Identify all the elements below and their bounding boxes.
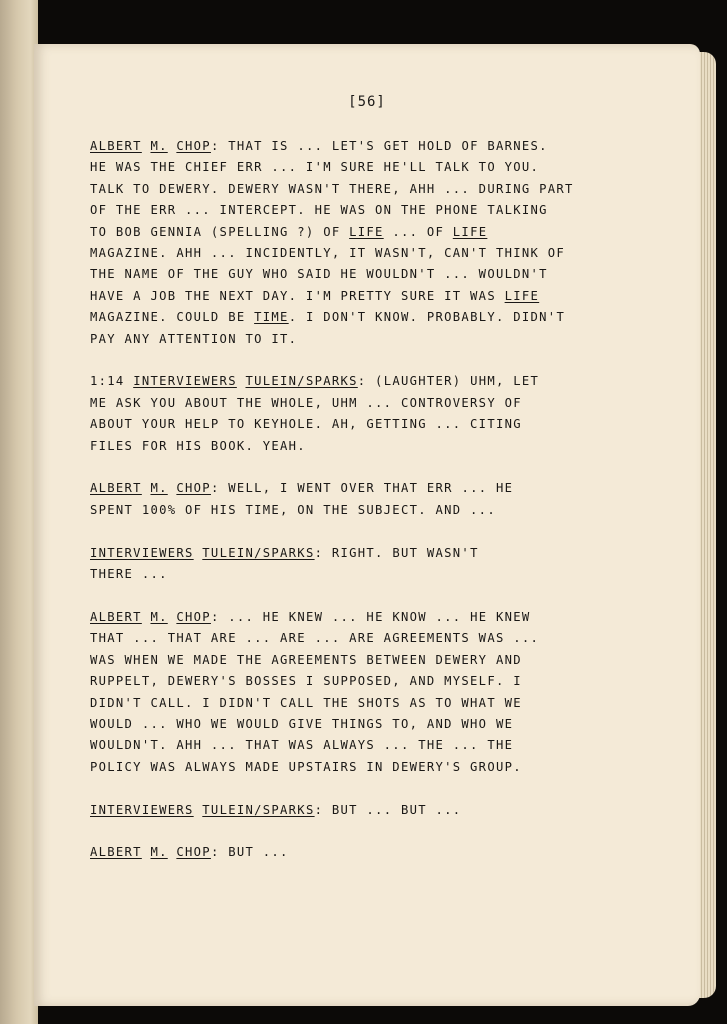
text-segment: : RIGHT. BUT WASN'T	[314, 545, 479, 560]
text-segment: OF THE ERR ... INTERCEPT. HE WAS ON THE PHONE TALKING	[90, 203, 548, 218]
underlined-text: M.	[150, 845, 168, 860]
text-line	[90, 500, 650, 521]
underlined-text: CHOP	[176, 139, 211, 153]
text-segment: POLICY WAS ALWAYS MADE UPSTAIRS IN DEWERY'S GROUP.	[90, 759, 522, 774]
text-line	[90, 735, 650, 756]
text-line	[90, 478, 650, 499]
underlined-text: ALBERT	[90, 481, 142, 496]
underlined-text: ALBERT	[90, 845, 142, 860]
transcript-paragraph	[90, 800, 650, 821]
text-segment: THAT ... THAT ARE ... ARE ... ARE AGREEMENTS WAS ...	[90, 631, 540, 646]
text-line	[90, 307, 650, 328]
text-segment: : BUT ...	[210, 845, 289, 860]
text-line	[90, 136, 650, 157]
underlined-text: TIME	[254, 310, 289, 325]
text-line	[90, 222, 650, 243]
transcript-paragraph	[90, 136, 650, 350]
transcript-paragraph	[90, 478, 650, 521]
text-segment: MAGAZINE. COULD BE	[90, 310, 255, 325]
text-line	[90, 714, 650, 735]
text-line	[90, 671, 650, 692]
text-segment: : THAT IS ... LET'S GET HOLD OF BARNES.	[210, 139, 548, 153]
text-segment: WOULD ... WHO WE WOULD GIVE THINGS TO, AND WHO WE	[90, 716, 514, 731]
text-line	[90, 842, 650, 863]
text-segment: : (LAUGHTER) UHM, LET	[357, 374, 540, 389]
text-line	[90, 693, 650, 714]
text-line	[90, 543, 650, 564]
text-segment: WOULDN'T. AHH ... THAT WAS ALWAYS ... THE ... THE	[90, 738, 514, 753]
underlined-text: INTERVIEWERS	[90, 802, 194, 817]
text-line	[90, 757, 650, 778]
transcript-paragraph	[90, 371, 650, 457]
text-line	[90, 414, 650, 435]
text-segment: RUPPELT, DEWERY'S BOSSES I SUPPOSED, AND MYSELF. I	[90, 674, 522, 689]
text-line	[90, 393, 650, 414]
transcript-body	[90, 136, 650, 885]
text-segment: WAS WHEN WE MADE THE AGREEMENTS BETWEEN DEWERY AND	[90, 652, 522, 667]
text-segment: DIDN'T CALL. I DIDN'T CALL THE SHOTS AS TO WHAT WE	[90, 695, 522, 710]
transcript-paragraph	[90, 543, 650, 586]
text-segment: ME ASK YOU ABOUT THE WHOLE, UHM ... CONTROVERSY OF	[90, 395, 522, 410]
text-segment: ABOUT YOUR HELP TO KEYHOLE. AH, GETTING ... CITING	[90, 417, 522, 432]
text-segment: HE WAS THE CHIEF ERR ... I'M SURE HE'LL TALK TO YOU.	[90, 160, 540, 175]
text-line	[90, 436, 650, 457]
text-segment: THERE ...	[90, 567, 168, 582]
text-line	[90, 371, 650, 392]
document-page	[34, 44, 700, 1006]
underlined-text: CHOP	[176, 845, 211, 860]
underlined-text: CHOP	[176, 481, 211, 496]
text-line	[90, 607, 650, 628]
page-number: [56]	[348, 94, 386, 110]
underlined-text: M.	[150, 139, 168, 153]
transcript-paragraph	[90, 607, 650, 778]
text-segment: TALK TO DEWERY. DEWERY WASN'T THERE, AHH ... DURING PART	[90, 181, 574, 196]
underlined-text: INTERVIEWERS	[90, 545, 194, 560]
underlined-text: INTERVIEWERS	[133, 374, 237, 389]
text-segment: TO BOB GENNIA (SPELLING ?) OF	[90, 224, 350, 239]
underlined-text: TULEIN/SPARKS	[202, 802, 315, 817]
text-segment: THE NAME OF THE GUY WHO SAID HE WOULDN'T ... WOULDN'T	[90, 267, 548, 282]
underlined-text: M.	[150, 609, 168, 624]
text-line	[90, 264, 650, 285]
text-segment: PAY ANY ATTENTION TO IT.	[90, 331, 298, 346]
underlined-text: CHOP	[176, 609, 211, 624]
text-line	[90, 650, 650, 671]
text-segment: : ... HE KNEW ... HE KNOW ... HE KNEW	[210, 609, 531, 624]
text-segment	[194, 546, 203, 560]
underlined-text: LIFE	[452, 224, 488, 239]
text-segment	[194, 803, 203, 817]
text-segment: : BUT ... BUT ...	[314, 802, 462, 817]
underlined-text: ALBERT	[90, 139, 142, 153]
underlined-text: M.	[150, 481, 168, 496]
underlined-text: LIFE	[504, 288, 540, 303]
text-segment: : WELL, I WENT OVER THAT ERR ... HE	[210, 481, 514, 496]
text-segment: 1:14	[90, 374, 134, 389]
text-segment: ... OF	[383, 224, 453, 239]
text-segment: SPENT 100% OF HIS TIME, ON THE SUBJECT. AND ...	[90, 502, 496, 517]
text-line	[90, 286, 650, 307]
text-line	[90, 564, 650, 585]
transcript-paragraph	[90, 842, 650, 863]
text-segment: MAGAZINE. AHH ... INCIDENTLY, IT WASN'T, CAN'T THINK OF	[90, 246, 566, 261]
text-segment: FILES FOR HIS BOOK. YEAH.	[90, 438, 306, 453]
underlined-text: TULEIN/SPARKS	[202, 545, 315, 560]
underlined-text: ALBERT	[90, 609, 142, 624]
text-line	[90, 800, 650, 821]
text-line	[90, 157, 650, 178]
text-line	[90, 243, 650, 264]
underlined-text: TULEIN/SPARKS	[245, 374, 358, 389]
underlined-text: LIFE	[349, 224, 384, 239]
text-line	[90, 628, 650, 649]
text-line	[90, 329, 650, 350]
previous-page-edge	[0, 0, 38, 1024]
text-line	[90, 179, 650, 200]
text-segment: . I DON'T KNOW. PROBABLY. DIDN'T	[288, 310, 566, 325]
text-line	[90, 200, 650, 221]
text-segment: HAVE A JOB THE NEXT DAY. I'M PRETTY SURE IT WAS	[90, 288, 505, 303]
